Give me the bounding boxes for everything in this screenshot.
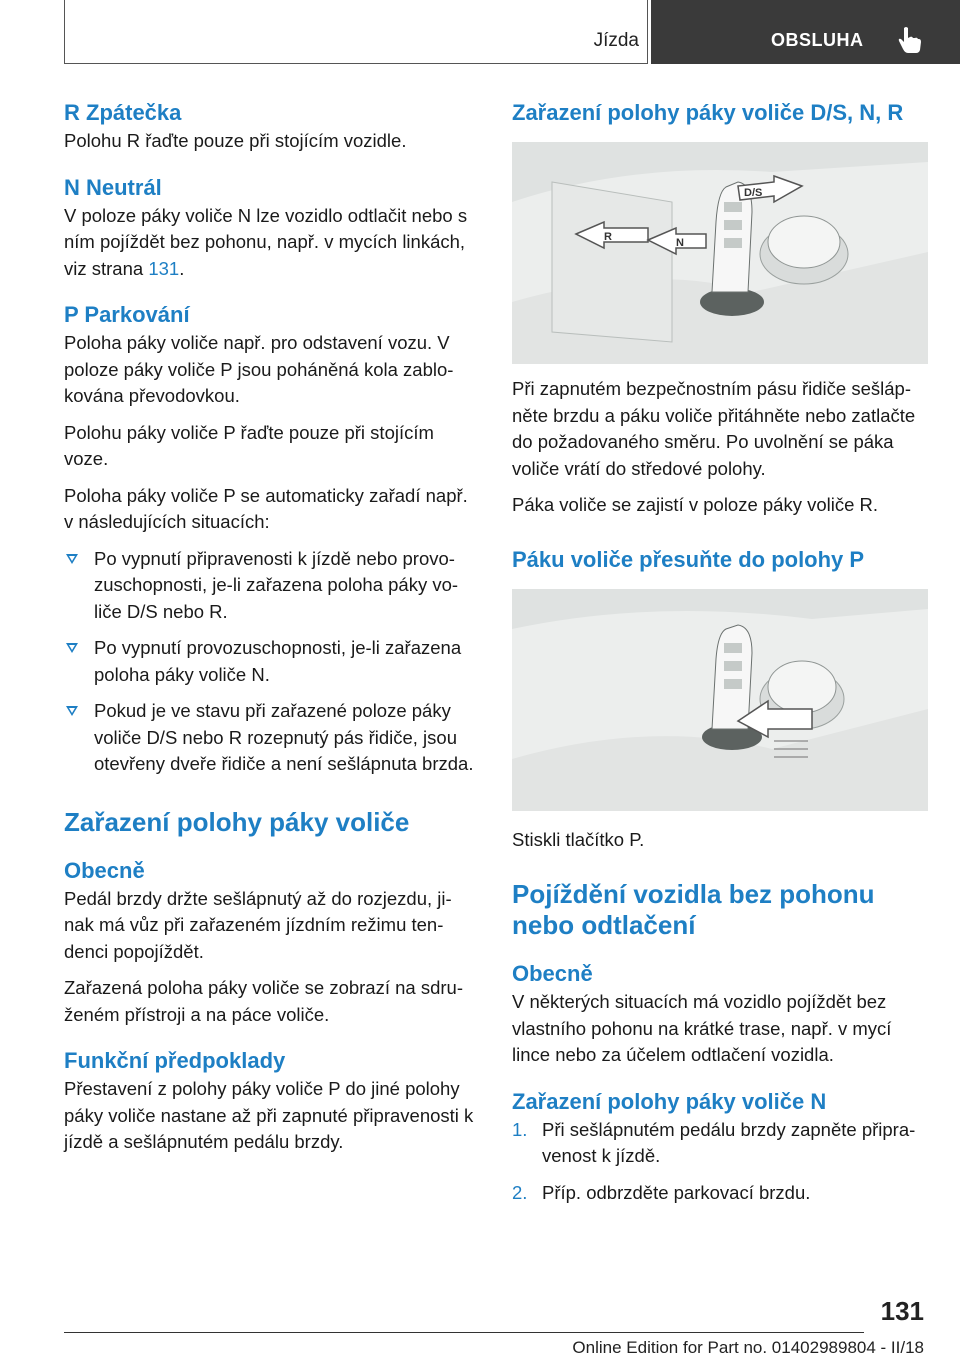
footer-divider xyxy=(64,1332,864,1333)
gear-selector-p-image xyxy=(512,589,928,811)
footer-edition: Online Edition for Part no. 01402989804 - II/18 xyxy=(572,1338,924,1357)
header-section-box xyxy=(64,0,648,64)
selector-lever-illustration-dsnr xyxy=(512,142,928,364)
text-p-park-1: Poloha páky voliče např. pro odstavení vozu. V poloze páky voliče P jsou poháněná kola zablo‐ kována převodovkou. xyxy=(64,332,454,406)
heading-move-to-p: Páku voliče přesuňte do polohy P xyxy=(512,546,865,572)
heading-n-neutral: N Neutrál xyxy=(64,174,162,200)
triangle-bullet-icon xyxy=(66,706,78,716)
hand-pointer-icon xyxy=(897,26,923,54)
list-item: 1. Při sešlápnutém pedálu brzdy zapněte připra‐ venost k jízdě. xyxy=(512,1118,916,1166)
heading-p-park: P Parkování xyxy=(64,302,190,327)
park-situations-list xyxy=(64,546,480,778)
list-item: Po vypnutí provozuschopnosti, je-li zařazena poloha páky voliče N. xyxy=(64,635,480,688)
text-press-p: Stiskli tlačítko P. xyxy=(512,828,645,850)
text-n-neutral: V poloze páky voliče N lze vozidlo odtlačit nebo s ním pojíždět bez pohonu, např. v mycích linkách, viz strana 131. xyxy=(64,204,468,279)
page-number: 131 xyxy=(880,1296,924,1326)
svg-text:D/S: D/S xyxy=(744,187,763,199)
right-column xyxy=(512,98,928,1216)
heading-r-reverse: R Zpátečka xyxy=(64,100,182,125)
svg-text:N: N xyxy=(676,237,684,249)
heading-engage-selector: Zařazení polohy páky voliče xyxy=(64,806,410,837)
text-r-reverse: Polohu R řaďte pouze při stojícím vozidle. xyxy=(64,130,407,151)
heading-push-general: Obecně xyxy=(512,961,593,986)
page-link-131[interactable]: 131 xyxy=(148,257,180,279)
text-p-park-2: Polohu páky voliče P řaďte pouze při stojícím voze. xyxy=(64,421,434,469)
heading-push-vehicle: Pojíždění vozidla bez pohonu nebo odtlačení xyxy=(512,879,875,940)
heading-general: Obecně xyxy=(64,857,145,883)
text-dsnr-1: Při zapnutém bezpečnostním pásu řidiče sešláp‐ něte brzdu a páku voliče přitáhněte nebo zatlačte do požadovaného směru. Po uvolnění se páka voliče vrátí do středové polohy. xyxy=(512,378,916,479)
text-functional-requirements: Přestavení z polohy páky voliče P do jiné polohy páky voliče nastane až při zapnuté připravenosti k jízdě a sešlápnutém pedálu brzdy. xyxy=(64,1078,474,1152)
heading-engage-n: Zařazení polohy páky voliče N xyxy=(512,1088,827,1114)
text-dsnr-2: Páka voliče se zajistí v poloze páky voliče R. xyxy=(512,494,879,515)
text-push-general: V některých situacích má vozidlo pojíždět bez vlastního pohonu na krátké trase, např. v mycí lince nebo za účelem odtlačení vozidla. xyxy=(512,991,892,1065)
svg-text:R: R xyxy=(604,231,612,243)
list-item: Pokud je ve stavu při zařazené poloze páky voliče D/S nebo R rozepnutý pás řidiče, jsou otevřeny dveře řidiče a není sešlápnuta brzda. xyxy=(64,698,480,778)
gear-selector-image xyxy=(512,142,928,364)
text-p-park-3: Poloha páky voliče P se automaticky zařadí např. v následujících situacích: xyxy=(64,484,468,532)
heading-engage-dsnr: Zařazení polohy páky voliče D/S, N, R xyxy=(512,100,904,125)
header-chapter-label: OBSLUHA xyxy=(771,30,864,50)
heading-functional-requirements: Funkční předpoklady xyxy=(64,1048,286,1073)
list-item: Po vypnutí připravenosti k jízdě nebo provo‐ zuschopnosti, je-li zařazena poloha páky vo‐ liče D/S nebo R. xyxy=(64,546,480,626)
header-section-title: Jízda xyxy=(593,30,639,51)
engage-n-steps xyxy=(512,1117,928,1207)
header-chapter-tab[interactable] xyxy=(651,0,960,64)
text-general-2: Zařazená poloha páky voliče se zobrazí na sdru‐ ženém přístroji a na páce voliče. xyxy=(64,977,463,1025)
selector-lever-illustration-p xyxy=(512,589,928,811)
triangle-bullet-icon xyxy=(66,643,78,653)
list-item: 2. Příp. odbrzděte parkovací brzdu. xyxy=(512,1181,811,1203)
text-general-1: Pedál brzdy držte sešlápnutý až do rozjezdu, ji‐ nak má vůz při zařazeném jízdním režimu ten‐ denci popojíždět. xyxy=(64,887,452,962)
triangle-bullet-icon xyxy=(66,554,78,564)
left-column xyxy=(64,98,480,1156)
